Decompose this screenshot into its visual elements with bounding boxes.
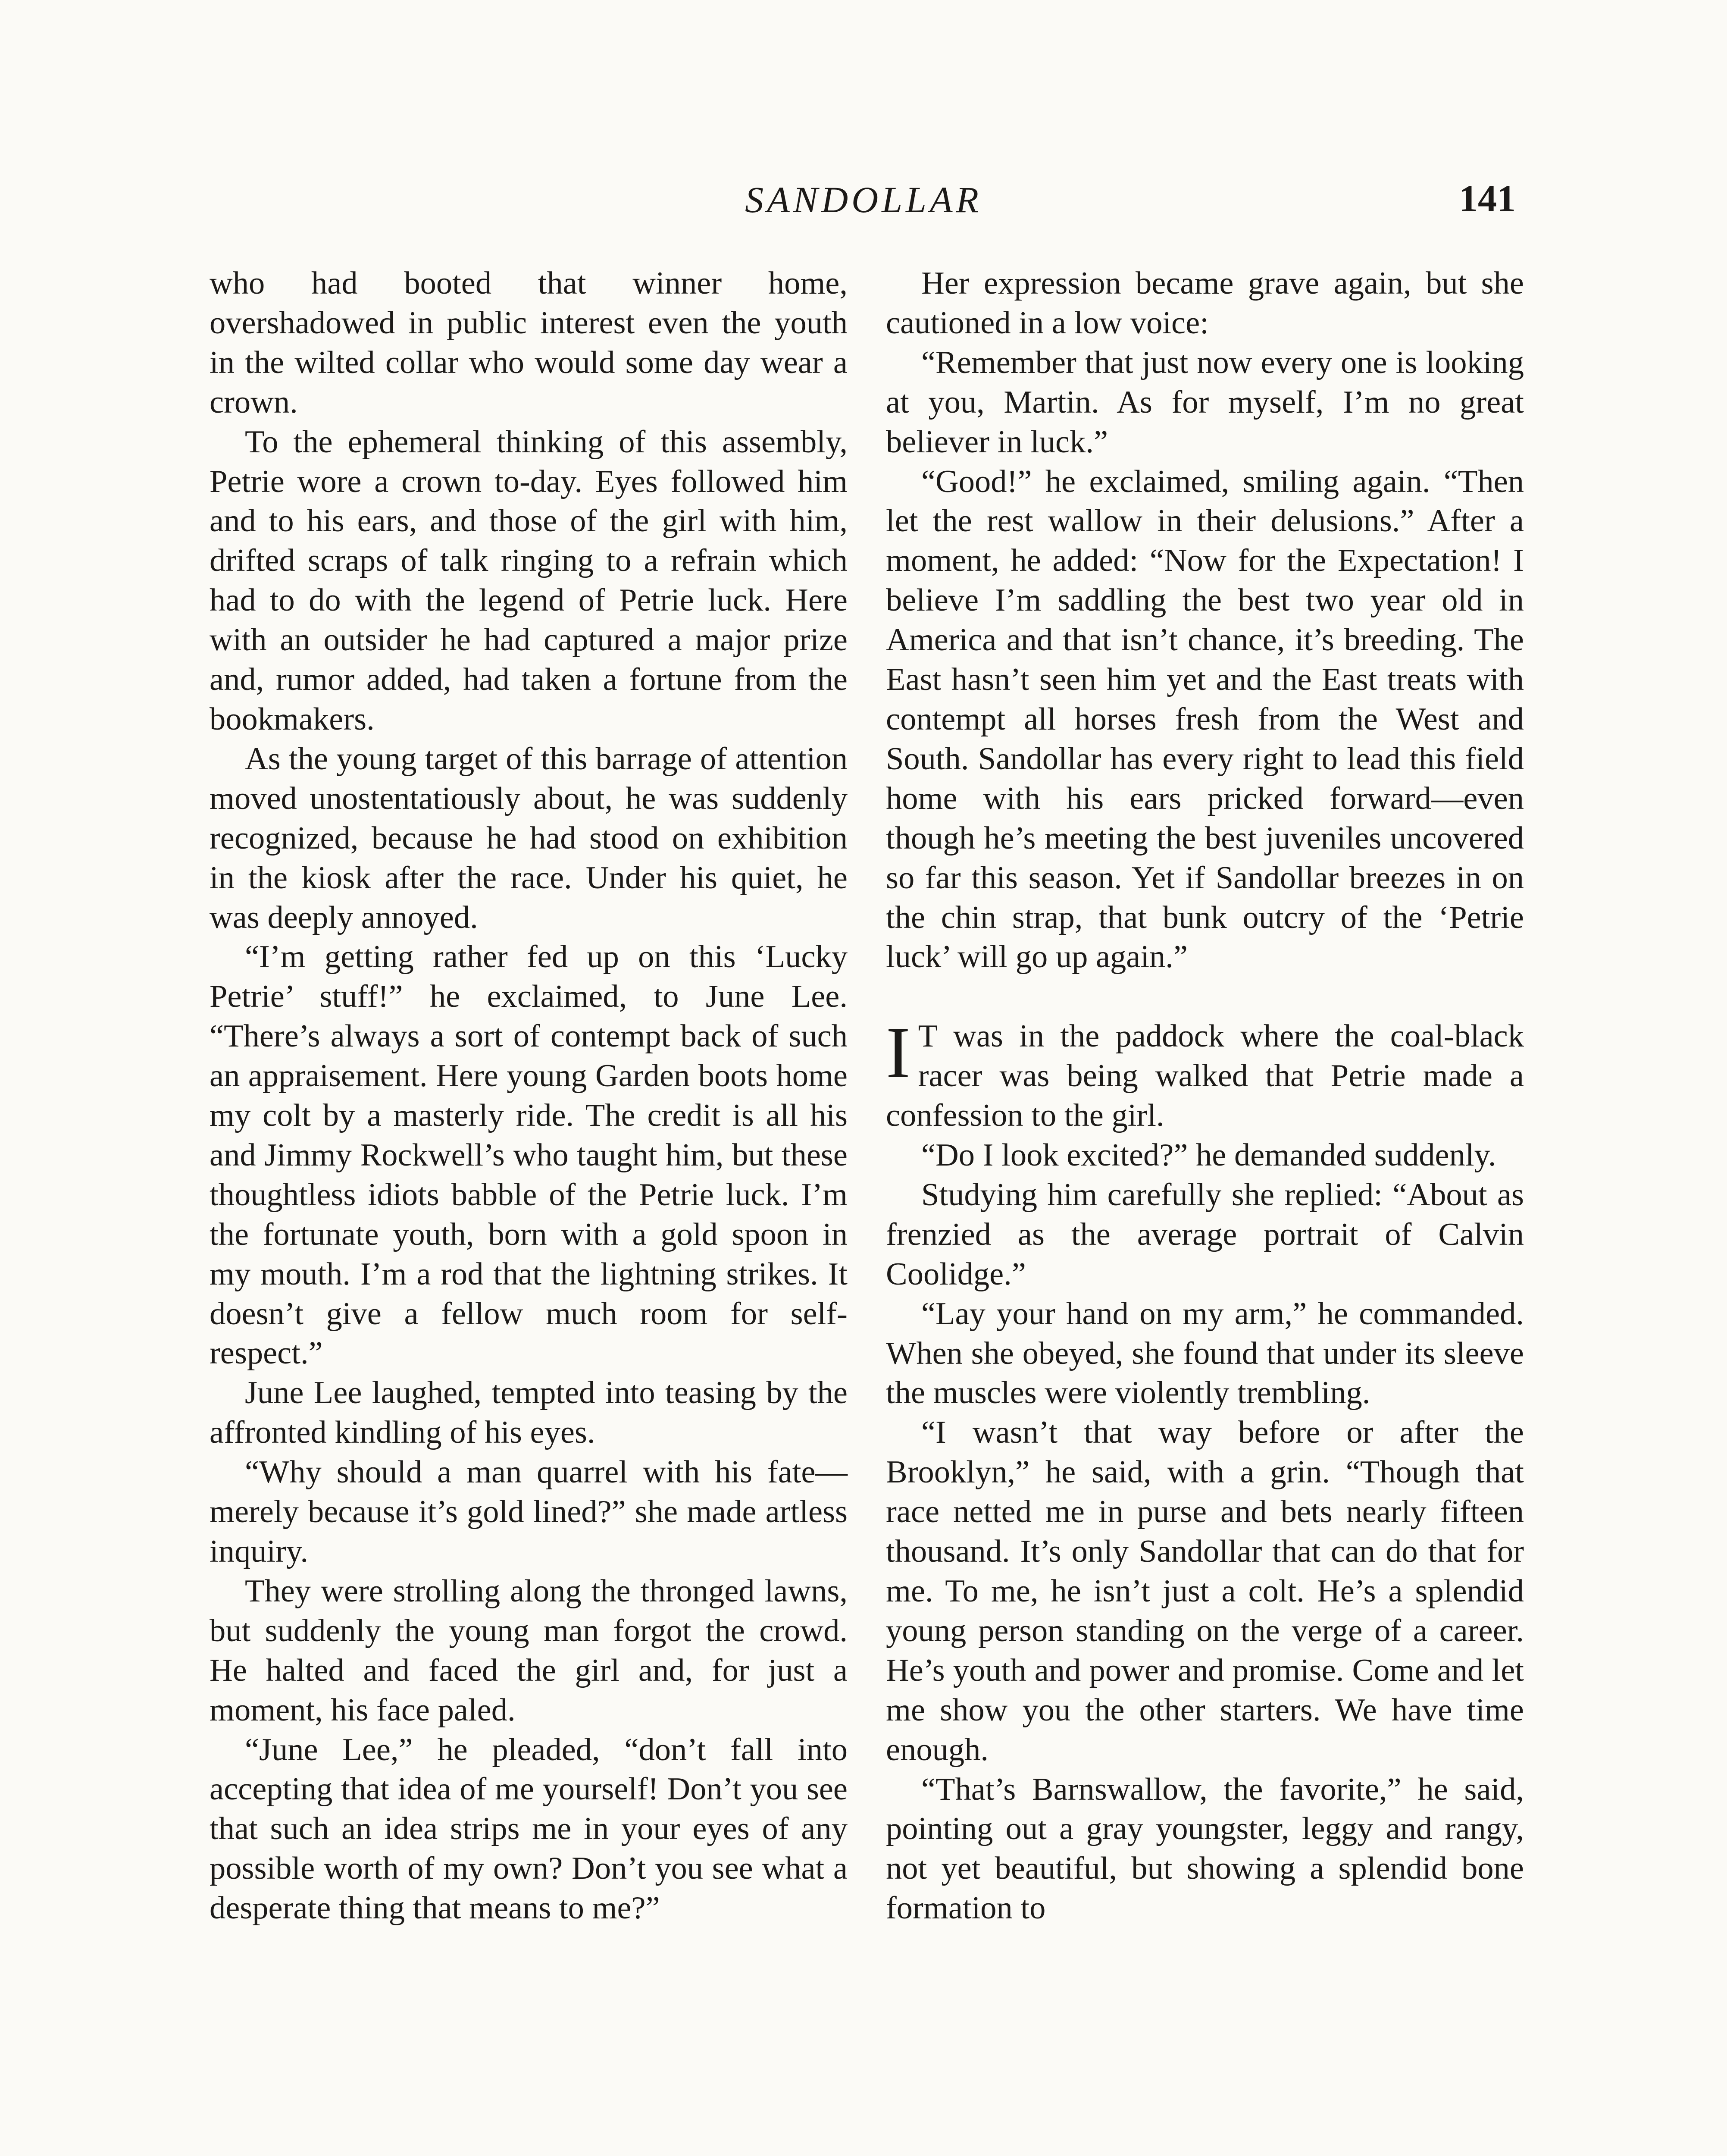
- paragraph: “Why should a man quarrel with his fate—merely because it’s gold lined?” she made artless inquiry.: [210, 1454, 848, 1569]
- right-column: [886, 264, 1524, 1928]
- paragraph: “Lay your hand on my arm,” he commanded. When she obeyed, she found that under its sleeve the muscles were violently trembling.: [886, 1296, 1524, 1411]
- paragraph: who had booted that winner home, overshadowed in public interest even the youth in the wilted collar who would some day wear a crown.: [210, 266, 848, 420]
- paragraph: As the young target of this barrage of attention moved unostentatiously about, he was suddenly recognized, because he had stood on exhibition in the kiosk after the race. Under his quiet, he was deeply annoyed.: [210, 741, 848, 935]
- section-opening-paragraph: [886, 1012, 1524, 1136]
- paragraph: Studying him carefully she replied: “About as frenzied as the average portrait of Calvin Coolidge.”: [886, 1177, 1524, 1292]
- section-opening-text: T was in the paddock where the coal-black racer was being walked that Petrie made a confession to the girl.: [886, 1018, 1524, 1134]
- paragraph: “That’s Barnswallow, the favorite,” he said, pointing out a gray youngster, leggy and rangy, not yet beautiful, but showing a splendid bone formation to: [886, 1771, 1524, 1926]
- paragraph: “Remember that just now every one is looking at you, Martin. As for myself, I’m no great believer in luck.”: [886, 345, 1524, 460]
- paragraph: Her expression became grave again, but she cautioned in a low voice:: [886, 266, 1524, 341]
- paragraph: They were strolling along the thronged lawns, but suddenly the young man forgot the crowd. He halted and faced the girl and, for just a moment, his face paled.: [210, 1573, 848, 1728]
- paragraph: June Lee laughed, tempted into teasing by the affronted kindling of his eyes.: [210, 1375, 848, 1451]
- paragraph: “Good!” he exclaimed, smiling again. “Then let the rest wallow in their delusions.” After a moment, he added: “Now for the Expectation! I believe I’m saddling the best two year old in America and that isn’t chance, it’s breeding. The East hasn’t seen him yet and the East treats with contempt all horses fresh from the West and South. Sandollar has every right to lead this field home with his ears pricked forward—even though he’s meeting the best juveniles uncovered so far this season. Yet if Sandollar breezes in on the chin strap, that bunk outcry of the ‘Petrie luck’ will go up again.”: [886, 464, 1524, 975]
- paragraph: “I wasn’t that way before or after the Brooklyn,” he said, with a grin. “Though that race netted me in purse and bets nearly fifteen thousand. It’s only Sandollar that can do that for me. To me, he isn’t just a colt. He’s a splendid young person standing on the verge of a career. He’s youth and power and promise. Come and let me show you the other starters. We have time enough.: [886, 1415, 1524, 1767]
- paragraph: “Do I look excited?” he demanded suddenly.: [921, 1138, 1496, 1173]
- paragraph: To the ephemeral thinking of this assembly, Petrie wore a crown to-day. Eyes followed him and to his ears, and those of the girl with him, drifted scraps of talk ringing to a refrain which had to do with the legend of Petrie luck. Here with an outsider he had captured a major prize and, rumor added, had taken a fortune from the bookmakers.: [210, 424, 848, 737]
- paragraph: “June Lee,” he pleaded, “don’t fall into accepting that idea of me yourself! Don’t you see that such an idea strips me in your eyes of any possible worth of my own? Don’t you see what a desperate thing that means to me?”: [210, 1732, 848, 1926]
- running-head-title: SANDOLLAR: [745, 179, 982, 220]
- drop-cap: I: [886, 1012, 910, 1094]
- page-number: 141: [1459, 178, 1516, 220]
- paragraph: “I’m getting rather fed up on this ‘Lucky Petrie’ stuff!” he exclaimed, to June Lee. “There’s always a sort of contempt back of such an appraisement. Here young Garden boots home my colt by a masterly ride. The credit is all his and Jimmy Rockwell’s who taught him, but these thoughtless idiots babble of the Petrie luck. I’m the fortunate youth, born with a gold spoon in my mouth. I’m a rod that the lightning strikes. It doesn’t give a fellow much room for self-respect.”: [210, 939, 848, 1371]
- left-column: [210, 264, 848, 1928]
